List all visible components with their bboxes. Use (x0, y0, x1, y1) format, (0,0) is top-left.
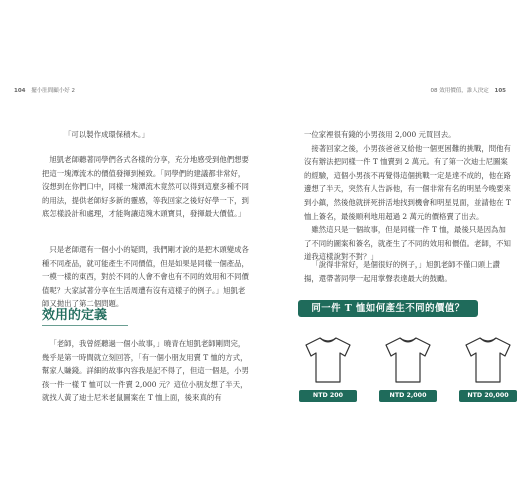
price-tag: NTD 2,000 (379, 390, 437, 402)
section-title: 效用的定義 (42, 308, 108, 323)
price-tag: NTD 20,000 (459, 390, 517, 402)
right-running-head: 08 效用價值，誰人決定 (430, 88, 489, 94)
right-paragraph-2: 「說得非常好，是個很好的例子，」旭凱老師不僅口頭上讚揚，還帶著同學一起用掌聲表達最大的鼓勵。 (304, 260, 500, 283)
tshirt-item (302, 334, 354, 399)
left-running-head: 擺小肚間顧小好 2 (31, 88, 75, 94)
left-paragraph-3: 只是老師還有一個小小的疑問，我們剛才說的是把木頭變成各種不同產品，就可能產生不同價值，但是如果是同樣一個產品，一模一樣的東西，對於不同的人會不會也有不同的效用和不同價值呢？大家試著分享在生活周遭有沒有這樣子的例子。」旭凱老師又拋出了第二個問題。 (42, 245, 249, 309)
right-page (262, 0, 520, 500)
tshirt-icon (462, 334, 514, 386)
left-paragraph-1: 「可以製作成環保積木。」 (64, 130, 149, 139)
figure-banner: 同一件 T 恤如何產生不同的價值？ (298, 300, 478, 317)
tshirt-item (382, 334, 434, 399)
tshirt-item (462, 334, 514, 399)
section-title-underline (42, 325, 128, 326)
right-page-number: 105 (494, 88, 506, 94)
price-tag: NTD 200 (299, 390, 357, 402)
left-running-header (14, 86, 75, 94)
left-paragraph-4: 「老師，我曾經聽過一個小故事，」曉青在旭凱老師剛問完，幾乎是第一時間就立刻回答，「有一個小朋友用賣 T 恤的方式，幫家人賺錢。詳細的故事內容我是記不得了，但這一個是，小男孩一件一樣 T 恤可以一件賣 2,000 元？這位小朋友想了半天，就找人黃了迪士尼米老鼠圖案在 T 恤上面，後來真的有 (42, 339, 249, 403)
tshirt-figure (302, 334, 512, 414)
left-paragraph-2: 旭凱老師聽著同學們各式各樣的分享，充分地感受到他們想要把這一塊潭流木的價值發揮到極致。「同學們的建議都非常好，沒想到在你們口中，同樣一塊潭流木竟然可以得到這麼多種不同的用法，提供老師好多新的靈感，等我回家之後好好學一下，到底怎樣設計和處理，才能夠讓這塊木頭寶貝，發揮最大價值。」 (42, 155, 249, 219)
tshirt-icon (302, 334, 354, 386)
left-page-number: 104 (14, 88, 26, 94)
tshirt-icon (382, 334, 434, 386)
right-paragraph-1: 一位家裡很有錢的小男孩用 2,000 元買回去。 接著回家之後，小男孩爸爸又給他一個更困難的挑戰，問他有沒有辦法把同樣一件 T 恤賣到 2 萬元。有了第一次迪士尼圖案的經驗，這個小男孩不再覺得這個挑戰一定是達不成的，他在路邊想了半天，突然有人告訴他，有一個非常有名的明星今晚要來到小鎮，然後他就拼死拼活地找到機會和明星見面，並請他在 T 恤上簽名，最後順利地用超過 2 萬元的價格賣了出去。 雖然這只是一個故事，但是同樣一件 T 恤，最後只是因為加了不同的圖案和簽名，就產生了不同的效用和價值。老師，不知道我這樣說對不對？」 (304, 130, 511, 262)
right-running-header (431, 86, 506, 94)
left-page (0, 0, 258, 500)
